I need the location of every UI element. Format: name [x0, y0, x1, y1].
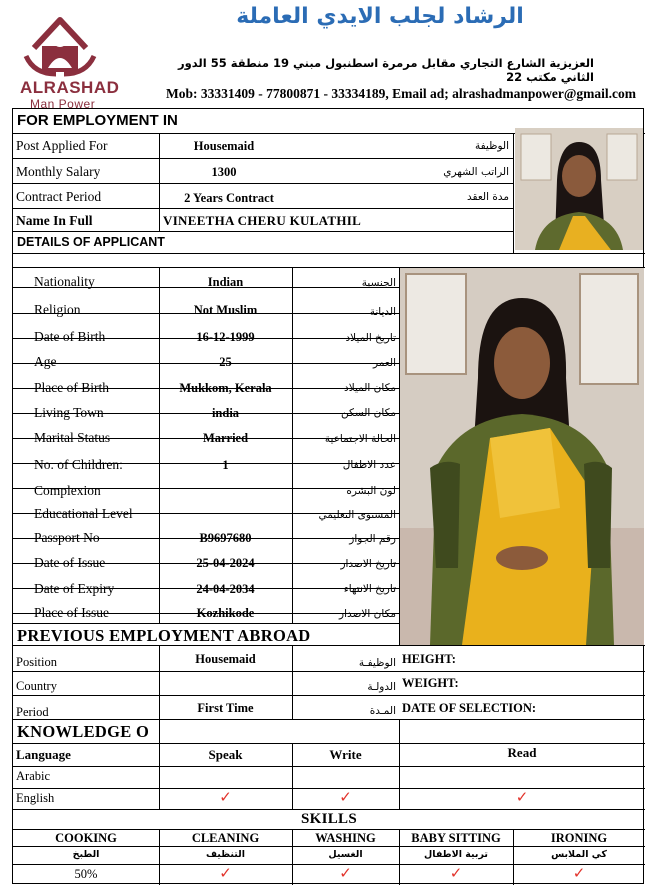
salary-label-ar: الراتب الشهري: [443, 166, 509, 178]
skill-baby-sitting-check: ✓: [449, 864, 463, 882]
write-col-header: Write: [329, 747, 362, 762]
name-value: VINEETHA CHERU KULATHIL: [163, 213, 362, 228]
country-label: Country: [16, 679, 57, 693]
marital-status-label: Marital Status: [34, 430, 111, 445]
place-of-issue-value: Kozhikode: [196, 606, 255, 620]
period-label: Period: [16, 705, 49, 719]
read-col-header: Read: [507, 745, 537, 760]
age-label-ar: العمر: [372, 357, 396, 369]
marital-status-label-ar: الحالة الاجتماعية: [324, 433, 396, 445]
english-write-check: ✓: [339, 788, 352, 806]
skill-ironing: IRONING: [550, 831, 608, 845]
skill-washing-ar: الغسيل: [328, 849, 363, 860]
nationality-label: Nationality: [34, 274, 95, 289]
salary-label: Monthly Salary: [16, 164, 101, 179]
skills-heading: SKILLS: [301, 811, 357, 827]
skill-cooking-ar: الطبخ: [72, 849, 100, 860]
position-label: Position: [16, 655, 57, 669]
living-town-value: india: [211, 406, 240, 420]
skill-cooking: COOKING: [55, 831, 117, 845]
expiry-date-label-ar: تاريخ الانتهاء: [343, 583, 396, 595]
salary-value: 1300: [211, 165, 237, 179]
marital-status-value: Married: [202, 431, 249, 445]
logo-emblem-icon: [12, 12, 108, 78]
speak-col-header: Speak: [208, 747, 243, 762]
skill-ironing-check: ✓: [572, 864, 586, 882]
language-arabic: Arabic: [16, 769, 51, 783]
applicant-photo-large: [400, 268, 644, 645]
religion-label: Religion: [34, 302, 81, 317]
period-value: First Time: [197, 701, 254, 715]
name-label: Name In Full: [16, 213, 93, 228]
skill-cleaning: CLEANING: [191, 831, 260, 845]
language-col-header: Language: [16, 747, 71, 762]
dob-value: 16-12-1999: [196, 330, 255, 344]
complexion-label-ar: لون البشرة: [346, 485, 396, 497]
logo-wordmark: ALRASHAD: [20, 78, 120, 97]
period-label-ar: المـدة: [369, 705, 396, 717]
applicant-heading: DETAILS OF APPLICANT: [17, 235, 165, 249]
portrait-icon: [515, 128, 643, 250]
height-label: HEIGHT:: [402, 652, 456, 666]
applicant-photo-small: [515, 128, 643, 250]
issue-date-value: 25-04-2024: [196, 556, 255, 570]
company-address-arabic: العزيزية الشارع التجاري مقابل مرمرة اسطنبول مبني 19 منطقة 55 الدور الثاني مكتب 22: [178, 56, 594, 84]
skill-cleaning-ar: التنظيف: [205, 849, 246, 860]
expiry-date-value: 24-04-2034: [196, 582, 255, 596]
skill-ironing-ar: كي الملابس: [551, 849, 607, 860]
english-speak-check: ✓: [219, 788, 232, 806]
position-value: Housemaid: [195, 652, 256, 666]
contact-line: Mob: 33331409 - 77800871 - 33334189, Email ad; alrashadmanpower@gmail.com: [165, 86, 636, 101]
employment-heading: FOR EMPLOYMENT IN: [17, 112, 178, 129]
complexion-label: Complexion: [34, 483, 101, 498]
skill-cleaning-check: ✓: [219, 864, 232, 882]
contract-label-ar: مدة العقد: [467, 191, 509, 203]
language-english: English: [16, 791, 55, 805]
religion-label-ar: الديانة: [369, 306, 396, 318]
dob-label: Date of Birth: [34, 329, 106, 344]
portrait-full-icon: [400, 268, 644, 645]
children-label-ar: عدد الاطفال: [342, 459, 396, 471]
skill-cooking-level: 50%: [74, 867, 98, 881]
place-of-issue-label-ar: مكان الاصدار: [339, 608, 396, 620]
country-label-ar: الدولـة: [367, 681, 396, 693]
expiry-date-label: Date of Expiry: [34, 581, 115, 596]
passport-value: B9697680: [199, 531, 252, 545]
passport-label: Passport No: [34, 530, 100, 545]
children-label: No. of Children:: [34, 457, 123, 472]
education-label: Educational Level: [34, 506, 133, 521]
living-town-label-ar: مكان السكن: [341, 407, 396, 419]
place-of-birth-label: Place of Birth: [34, 380, 109, 395]
post-label-ar: الوظيفة: [474, 140, 509, 152]
english-read-check: ✓: [515, 788, 529, 806]
post-value: Housemaid: [193, 139, 255, 153]
company-name-arabic: الرشاد لجلب الايدي العاملة: [236, 4, 524, 29]
selection-date-label: DATE OF SELECTION:: [402, 701, 537, 715]
children-value: 1: [222, 458, 229, 472]
place-of-birth-value: Mukkom, Kerala: [179, 381, 272, 395]
passport-label-ar: رقم الجواز: [349, 533, 396, 545]
skill-baby-sitting: BABY SITTING: [411, 831, 501, 845]
previous-heading: PREVIOUS EMPLOYMENT ABROAD: [17, 626, 311, 645]
logo-tagline: Man Power: [30, 97, 96, 111]
skill-washing-check: ✓: [339, 864, 352, 882]
nationality-value: Indian: [207, 275, 244, 289]
age-label: Age: [34, 354, 57, 369]
company-logo: [12, 12, 120, 111]
knowledge-heading: KNOWLEDGE O: [17, 722, 150, 741]
issue-date-label-ar: تاريخ الاصدار: [340, 558, 396, 570]
skill-baby-sitting-ar: تربية الاطفال: [424, 849, 488, 860]
place-of-birth-label-ar: مكان الميلاد: [344, 382, 396, 394]
living-town-label: Living Town: [34, 405, 104, 420]
education-label-ar: المستوى التعليمي: [318, 509, 396, 521]
contract-value: 2 Years Contract: [184, 191, 274, 205]
nationality-label-ar: الجنسية: [361, 277, 396, 289]
religion-value: Not Muslim: [193, 303, 258, 317]
post-label: Post Applied For: [16, 138, 108, 153]
dob-label-ar: تاريخ الميلاد: [345, 332, 396, 344]
place-of-issue-label: Place of Issue: [34, 605, 109, 620]
letterhead: [0, 0, 656, 111]
contract-label: Contract Period: [16, 189, 102, 204]
skill-washing: WASHING: [315, 831, 376, 845]
position-label-ar: الوظيفـة: [358, 657, 396, 669]
issue-date-label: Date of Issue: [34, 555, 106, 570]
age-value: 25: [219, 355, 232, 369]
weight-label: WEIGHT:: [402, 676, 459, 690]
application-form: [12, 108, 644, 884]
